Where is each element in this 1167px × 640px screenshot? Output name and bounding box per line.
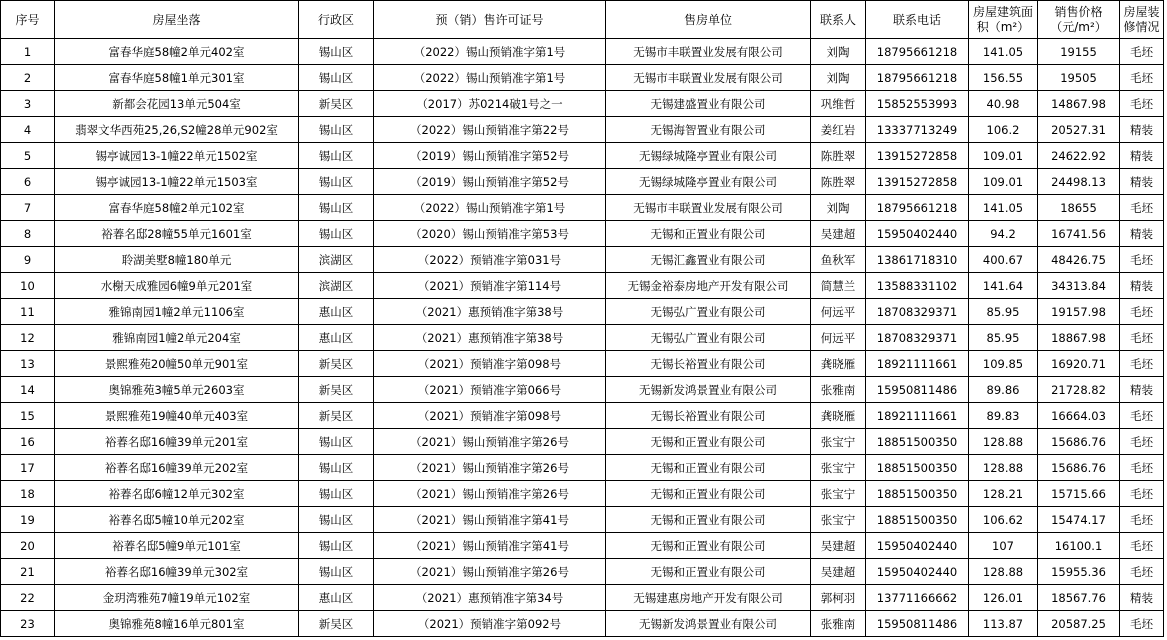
cell-phone[interactable]: 18795661218 [866, 39, 969, 65]
cell-contact[interactable]: 何远平 [811, 325, 866, 351]
cell-decoration[interactable]: 精装 [1120, 117, 1164, 143]
cell-district[interactable]: 惠山区 [299, 585, 374, 611]
cell-seq[interactable]: 19 [1, 507, 55, 533]
cell-decoration[interactable]: 精装 [1120, 377, 1164, 403]
cell-district[interactable]: 锡山区 [299, 143, 374, 169]
cell-area[interactable]: 109.01 [969, 143, 1038, 169]
cell-seq[interactable]: 20 [1, 533, 55, 559]
cell-district[interactable]: 锡山区 [299, 533, 374, 559]
cell-price[interactable]: 16741.56 [1038, 221, 1120, 247]
cell-seq[interactable]: 22 [1, 585, 55, 611]
cell-phone[interactable]: 18851500350 [866, 429, 969, 455]
cell-price[interactable]: 16920.71 [1038, 351, 1120, 377]
header-row [1, 1, 1164, 39]
cell-phone[interactable]: 18708329371 [866, 325, 969, 351]
cell-seller[interactable]: 无锡市丰联置业发展有限公司 [606, 195, 811, 221]
cell-permit[interactable]: （2022）锡山预销准字第1号 [374, 195, 606, 221]
cell-seller[interactable]: 无锡市丰联置业发展有限公司 [606, 65, 811, 91]
cell-phone[interactable]: 18851500350 [866, 455, 969, 481]
cell-district[interactable]: 锡山区 [299, 481, 374, 507]
cell-price[interactable]: 19155 [1038, 39, 1120, 65]
cell-contact[interactable]: 张宝宁 [811, 429, 866, 455]
cell-seq[interactable]: 15 [1, 403, 55, 429]
cell-permit[interactable]: （2021）锡山预销准字第26号 [374, 481, 606, 507]
cell-location[interactable]: 裕萶名邸16幢39单元302室 [55, 559, 299, 585]
cell-seq[interactable]: 16 [1, 429, 55, 455]
header-seller: 售房单位 [606, 1, 811, 39]
cell-decoration[interactable]: 精装 [1120, 221, 1164, 247]
cell-location[interactable]: 裕萶名邸6幢12单元302室 [55, 481, 299, 507]
cell-phone[interactable]: 15950402440 [866, 559, 969, 585]
cell-contact[interactable]: 吴建超 [811, 533, 866, 559]
cell-price[interactable]: 18655 [1038, 195, 1120, 221]
cell-location[interactable]: 新都会花园13单元504室 [55, 91, 299, 117]
cell-phone[interactable]: 13771166662 [866, 585, 969, 611]
cell-district[interactable]: 新吴区 [299, 611, 374, 637]
cell-area[interactable]: 128.88 [969, 559, 1038, 585]
cell-seq[interactable]: 3 [1, 91, 55, 117]
cell-price[interactable]: 16664.03 [1038, 403, 1120, 429]
cell-permit[interactable]: （2021）惠预销准字第38号 [374, 299, 606, 325]
cell-seq[interactable]: 13 [1, 351, 55, 377]
cell-phone[interactable]: 15950402440 [866, 221, 969, 247]
cell-seller[interactable]: 无锡和正置业有限公司 [606, 429, 811, 455]
cell-phone[interactable]: 18795661218 [866, 65, 969, 91]
cell-seller[interactable]: 无锡弘广置业有限公司 [606, 299, 811, 325]
cell-decoration[interactable]: 精装 [1120, 273, 1164, 299]
cell-price[interactable]: 34313.84 [1038, 273, 1120, 299]
cell-district[interactable]: 惠山区 [299, 325, 374, 351]
cell-phone[interactable]: 18921111661 [866, 403, 969, 429]
table-row [1, 429, 1164, 455]
cell-contact[interactable]: 简慧兰 [811, 273, 866, 299]
cell-contact[interactable]: 郭柯羽 [811, 585, 866, 611]
cell-area[interactable]: 106.2 [969, 117, 1038, 143]
table-row [1, 585, 1164, 611]
table-row [1, 559, 1164, 585]
cell-district[interactable]: 新吴区 [299, 91, 374, 117]
cell-decoration[interactable]: 毛坯 [1120, 299, 1164, 325]
table-row [1, 403, 1164, 429]
cell-contact[interactable]: 何远平 [811, 299, 866, 325]
cell-seller[interactable]: 无锡和正置业有限公司 [606, 507, 811, 533]
cell-area[interactable]: 109.01 [969, 169, 1038, 195]
cell-seller[interactable]: 无锡市丰联置业发展有限公司 [606, 39, 811, 65]
cell-permit[interactable]: （2021）预销准字第098号 [374, 403, 606, 429]
cell-seller[interactable]: 无锡和正置业有限公司 [606, 221, 811, 247]
cell-decoration[interactable]: 精装 [1120, 169, 1164, 195]
cell-contact[interactable]: 张雅南 [811, 611, 866, 637]
cell-decoration[interactable]: 毛坯 [1120, 429, 1164, 455]
cell-price[interactable]: 19157.98 [1038, 299, 1120, 325]
cell-phone[interactable]: 18795661218 [866, 195, 969, 221]
cell-seq[interactable]: 12 [1, 325, 55, 351]
table-row [1, 91, 1164, 117]
cell-seq[interactable]: 9 [1, 247, 55, 273]
cell-permit[interactable]: （2017）苏0214破1号之一 [374, 91, 606, 117]
header-seq: 序号 [1, 1, 55, 39]
cell-phone[interactable]: 15950811486 [866, 377, 969, 403]
table-row [1, 507, 1164, 533]
cell-seq[interactable]: 21 [1, 559, 55, 585]
cell-permit[interactable]: （2021）预销准字第098号 [374, 351, 606, 377]
cell-contact[interactable]: 龚晓雁 [811, 351, 866, 377]
cell-seq[interactable]: 7 [1, 195, 55, 221]
cell-location[interactable]: 裕萶名邸16幢39单元202室 [55, 455, 299, 481]
table-row [1, 611, 1164, 637]
cell-seq[interactable]: 2 [1, 65, 55, 91]
cell-area[interactable]: 107 [969, 533, 1038, 559]
cell-price[interactable]: 15715.66 [1038, 481, 1120, 507]
cell-location[interactable]: 锡亭诚园13-1幢22单元1503室 [55, 169, 299, 195]
cell-location[interactable]: 裕萶名邸5幢10单元202室 [55, 507, 299, 533]
cell-location[interactable]: 裕萶名邸16幢39单元201室 [55, 429, 299, 455]
cell-seq[interactable]: 4 [1, 117, 55, 143]
cell-price[interactable]: 18567.76 [1038, 585, 1120, 611]
cell-area[interactable]: 109.85 [969, 351, 1038, 377]
cell-location[interactable]: 奥锦雅苑8幢16单元801室 [55, 611, 299, 637]
cell-contact[interactable]: 吴建超 [811, 559, 866, 585]
cell-district[interactable]: 锡山区 [299, 117, 374, 143]
cell-district[interactable]: 新吴区 [299, 351, 374, 377]
cell-phone[interactable]: 18708329371 [866, 299, 969, 325]
cell-contact[interactable]: 张宝宁 [811, 481, 866, 507]
cell-seller[interactable]: 无锡长裕置业有限公司 [606, 403, 811, 429]
table-row [1, 351, 1164, 377]
cell-contact[interactable]: 刘陶 [811, 195, 866, 221]
cell-seller[interactable]: 无锡弘广置业有限公司 [606, 325, 811, 351]
cell-contact[interactable]: 巩维哲 [811, 91, 866, 117]
cell-decoration[interactable]: 毛坯 [1120, 195, 1164, 221]
cell-district[interactable]: 滨湖区 [299, 247, 374, 273]
cell-location[interactable]: 奥锦雅苑3幢5单元2603室 [55, 377, 299, 403]
cell-permit[interactable]: （2019）锡山预销准字第52号 [374, 169, 606, 195]
table-row [1, 143, 1164, 169]
table-row [1, 117, 1164, 143]
header-decoration: 房屋装修情况 [1120, 1, 1164, 39]
table-row [1, 455, 1164, 481]
cell-seq[interactable]: 14 [1, 377, 55, 403]
cell-location[interactable]: 富春华庭58幢2单元102室 [55, 195, 299, 221]
cell-location[interactable]: 聆湖美墅8幢180单元 [55, 247, 299, 273]
cell-phone[interactable]: 18851500350 [866, 507, 969, 533]
cell-price[interactable]: 18867.98 [1038, 325, 1120, 351]
cell-phone[interactable]: 13337713249 [866, 117, 969, 143]
cell-decoration[interactable]: 毛坯 [1120, 507, 1164, 533]
cell-permit[interactable]: （2022）锡山预销准字第1号 [374, 39, 606, 65]
cell-area[interactable]: 85.95 [969, 299, 1038, 325]
cell-area[interactable]: 141.05 [969, 39, 1038, 65]
cell-decoration[interactable]: 精装 [1120, 585, 1164, 611]
cell-permit[interactable]: （2021）惠预销准字第34号 [374, 585, 606, 611]
header-location: 房屋坐落 [55, 1, 299, 39]
table-row [1, 533, 1164, 559]
table-row [1, 221, 1164, 247]
cell-area[interactable]: 156.55 [969, 65, 1038, 91]
cell-phone[interactable]: 13915272858 [866, 143, 969, 169]
cell-seq[interactable]: 5 [1, 143, 55, 169]
cell-location[interactable]: 裕萶名邸28幢55单元1601室 [55, 221, 299, 247]
cell-price[interactable]: 15686.76 [1038, 429, 1120, 455]
cell-price[interactable]: 15474.17 [1038, 507, 1120, 533]
cell-contact[interactable]: 吴建超 [811, 221, 866, 247]
cell-contact[interactable]: 鱼秋军 [811, 247, 866, 273]
cell-decoration[interactable]: 毛坯 [1120, 39, 1164, 65]
cell-area[interactable]: 128.88 [969, 455, 1038, 481]
cell-area[interactable]: 94.2 [969, 221, 1038, 247]
cell-decoration[interactable]: 毛坯 [1120, 91, 1164, 117]
cell-district[interactable]: 锡山区 [299, 169, 374, 195]
cell-price[interactable]: 21728.82 [1038, 377, 1120, 403]
cell-seq[interactable]: 6 [1, 169, 55, 195]
cell-district[interactable]: 锡山区 [299, 429, 374, 455]
cell-area[interactable]: 128.88 [969, 429, 1038, 455]
cell-contact[interactable]: 刘陶 [811, 39, 866, 65]
cell-location[interactable]: 景熙雅苑19幢40单元403室 [55, 403, 299, 429]
cell-decoration[interactable]: 毛坯 [1120, 481, 1164, 507]
cell-price[interactable]: 20587.25 [1038, 611, 1120, 637]
cell-price[interactable]: 20527.31 [1038, 117, 1120, 143]
cell-decoration[interactable]: 精装 [1120, 143, 1164, 169]
cell-area[interactable]: 128.21 [969, 481, 1038, 507]
cell-area[interactable]: 126.01 [969, 585, 1038, 611]
cell-decoration[interactable]: 毛坯 [1120, 455, 1164, 481]
cell-district[interactable]: 锡山区 [299, 65, 374, 91]
cell-decoration[interactable]: 毛坯 [1120, 247, 1164, 273]
cell-phone[interactable]: 13861718310 [866, 247, 969, 273]
cell-district[interactable]: 新吴区 [299, 403, 374, 429]
cell-contact[interactable]: 姜红岩 [811, 117, 866, 143]
cell-price[interactable]: 14867.98 [1038, 91, 1120, 117]
cell-seller[interactable]: 无锡建盛置业有限公司 [606, 91, 811, 117]
cell-location[interactable]: 富春华庭58幢1单元301室 [55, 65, 299, 91]
cell-decoration[interactable]: 毛坯 [1120, 325, 1164, 351]
cell-seq[interactable]: 17 [1, 455, 55, 481]
cell-district[interactable]: 锡山区 [299, 195, 374, 221]
cell-location[interactable]: 雅锦南园1幢2单元204室 [55, 325, 299, 351]
table-row [1, 39, 1164, 65]
cell-contact[interactable]: 龚晓雁 [811, 403, 866, 429]
cell-seller[interactable]: 无锡新发鸿景置业有限公司 [606, 611, 811, 637]
cell-seq[interactable]: 23 [1, 611, 55, 637]
cell-district[interactable]: 锡山区 [299, 559, 374, 585]
cell-area[interactable]: 85.95 [969, 325, 1038, 351]
header-district: 行政区 [299, 1, 374, 39]
cell-contact[interactable]: 张宝宁 [811, 507, 866, 533]
cell-location[interactable]: 锡亭诚园13-1幢22单元1502室 [55, 143, 299, 169]
cell-seller[interactable]: 无锡和正置业有限公司 [606, 455, 811, 481]
header-permit: 预（销）售许可证号 [374, 1, 606, 39]
cell-seller[interactable]: 无锡和正置业有限公司 [606, 533, 811, 559]
header-price: 销售价格（元/m²） [1038, 1, 1120, 39]
cell-area[interactable]: 89.86 [969, 377, 1038, 403]
cell-phone[interactable]: 15950811486 [866, 611, 969, 637]
cell-seller[interactable]: 无锡和正置业有限公司 [606, 481, 811, 507]
cell-location[interactable]: 金玥湾雅苑7幢19单元102室 [55, 585, 299, 611]
cell-phone[interactable]: 18851500350 [866, 481, 969, 507]
cell-decoration[interactable]: 毛坯 [1120, 65, 1164, 91]
cell-phone[interactable]: 15950402440 [866, 533, 969, 559]
cell-price[interactable]: 15686.76 [1038, 455, 1120, 481]
cell-price[interactable]: 16100.1 [1038, 533, 1120, 559]
cell-district[interactable]: 锡山区 [299, 455, 374, 481]
cell-permit[interactable]: （2021）锡山预销准字第26号 [374, 429, 606, 455]
cell-permit[interactable]: （2022）锡山预销准字第1号 [374, 65, 606, 91]
header-phone: 联系电话 [866, 1, 969, 39]
cell-permit[interactable]: （2021）锡山预销准字第41号 [374, 533, 606, 559]
cell-decoration[interactable]: 毛坯 [1120, 611, 1164, 637]
cell-area[interactable]: 400.67 [969, 247, 1038, 273]
cell-decoration[interactable]: 毛坯 [1120, 351, 1164, 377]
cell-location[interactable]: 裕萶名邸5幢9单元101室 [55, 533, 299, 559]
cell-permit[interactable]: （2021）惠预销准字第38号 [374, 325, 606, 351]
cell-permit[interactable]: （2021）预销准字第092号 [374, 611, 606, 637]
cell-contact[interactable]: 刘陶 [811, 65, 866, 91]
cell-phone[interactable]: 15852553993 [866, 91, 969, 117]
cell-price[interactable]: 24622.92 [1038, 143, 1120, 169]
table-row [1, 325, 1164, 351]
cell-price[interactable]: 15955.36 [1038, 559, 1120, 585]
cell-seller[interactable]: 无锡汇鑫置业有限公司 [606, 247, 811, 273]
cell-area[interactable]: 113.87 [969, 611, 1038, 637]
table-row [1, 481, 1164, 507]
cell-contact[interactable]: 陈胜翠 [811, 143, 866, 169]
cell-permit[interactable]: （2022）预销准字第031号 [374, 247, 606, 273]
cell-district[interactable]: 锡山区 [299, 39, 374, 65]
cell-seq[interactable]: 10 [1, 273, 55, 299]
cell-area[interactable]: 106.62 [969, 507, 1038, 533]
table-row [1, 273, 1164, 299]
cell-decoration[interactable]: 毛坯 [1120, 403, 1164, 429]
cell-seller[interactable]: 无锡海智置业有限公司 [606, 117, 811, 143]
cell-seller[interactable]: 无锡建惠房地产开发有限公司 [606, 585, 811, 611]
cell-district[interactable]: 锡山区 [299, 221, 374, 247]
cell-phone[interactable]: 13915272858 [866, 169, 969, 195]
cell-area[interactable]: 40.98 [969, 91, 1038, 117]
cell-location[interactable]: 翡翠文华西苑25,26,S2幢28单元902室 [55, 117, 299, 143]
cell-decoration[interactable]: 毛坯 [1120, 559, 1164, 585]
cell-permit[interactable]: （2021）预销准字第114号 [374, 273, 606, 299]
cell-location[interactable]: 水榭天成雅园6幢9单元201室 [55, 273, 299, 299]
cell-phone[interactable]: 13588331102 [866, 273, 969, 299]
cell-permit[interactable]: （2019）锡山预销准字第52号 [374, 143, 606, 169]
cell-permit[interactable]: （2021）锡山预销准字第41号 [374, 507, 606, 533]
header-contact: 联系人 [811, 1, 866, 39]
cell-price[interactable]: 24498.13 [1038, 169, 1120, 195]
cell-price[interactable]: 48426.75 [1038, 247, 1120, 273]
cell-seller[interactable]: 无锡长裕置业有限公司 [606, 351, 811, 377]
cell-location[interactable]: 富春华庭58幢2单元402室 [55, 39, 299, 65]
cell-contact[interactable]: 张雅南 [811, 377, 866, 403]
cell-seller[interactable]: 无锡绿城隆亭置业有限公司 [606, 143, 811, 169]
table-row [1, 247, 1164, 273]
cell-price[interactable]: 19505 [1038, 65, 1120, 91]
cell-permit[interactable]: （2021）锡山预销准字第26号 [374, 559, 606, 585]
table-row [1, 169, 1164, 195]
cell-permit[interactable]: （2020）锡山预销准字第53号 [374, 221, 606, 247]
cell-permit[interactable]: （2021）锡山预销准字第26号 [374, 455, 606, 481]
header-area: 房屋建筑面积（m²） [969, 1, 1038, 39]
cell-seller[interactable]: 无锡金裕泰房地产开发有限公司 [606, 273, 811, 299]
cell-contact[interactable]: 陈胜翠 [811, 169, 866, 195]
cell-seller[interactable]: 无锡和正置业有限公司 [606, 559, 811, 585]
cell-permit[interactable]: （2021）预销准字第066号 [374, 377, 606, 403]
cell-area[interactable]: 89.83 [969, 403, 1038, 429]
table-row [1, 65, 1164, 91]
cell-district[interactable]: 新吴区 [299, 377, 374, 403]
cell-seller[interactable]: 无锡绿城隆亭置业有限公司 [606, 169, 811, 195]
cell-seq[interactable]: 1 [1, 39, 55, 65]
table-row [1, 377, 1164, 403]
cell-phone[interactable]: 18921111661 [866, 351, 969, 377]
table-row [1, 299, 1164, 325]
cell-district[interactable]: 滨湖区 [299, 273, 374, 299]
cell-location[interactable]: 景熙雅苑20幢50单元901室 [55, 351, 299, 377]
cell-area[interactable]: 141.05 [969, 195, 1038, 221]
cell-seq[interactable]: 18 [1, 481, 55, 507]
cell-seller[interactable]: 无锡新发鸿景置业有限公司 [606, 377, 811, 403]
cell-area[interactable]: 141.64 [969, 273, 1038, 299]
cell-district[interactable]: 惠山区 [299, 299, 374, 325]
cell-contact[interactable]: 张宝宁 [811, 455, 866, 481]
cell-district[interactable]: 锡山区 [299, 507, 374, 533]
table-row [1, 195, 1164, 221]
cell-seq[interactable]: 11 [1, 299, 55, 325]
cell-decoration[interactable]: 毛坯 [1120, 533, 1164, 559]
cell-seq[interactable]: 8 [1, 221, 55, 247]
cell-permit[interactable]: （2022）锡山预销准字第22号 [374, 117, 606, 143]
cell-location[interactable]: 雅锦南园1幢2单元1106室 [55, 299, 299, 325]
